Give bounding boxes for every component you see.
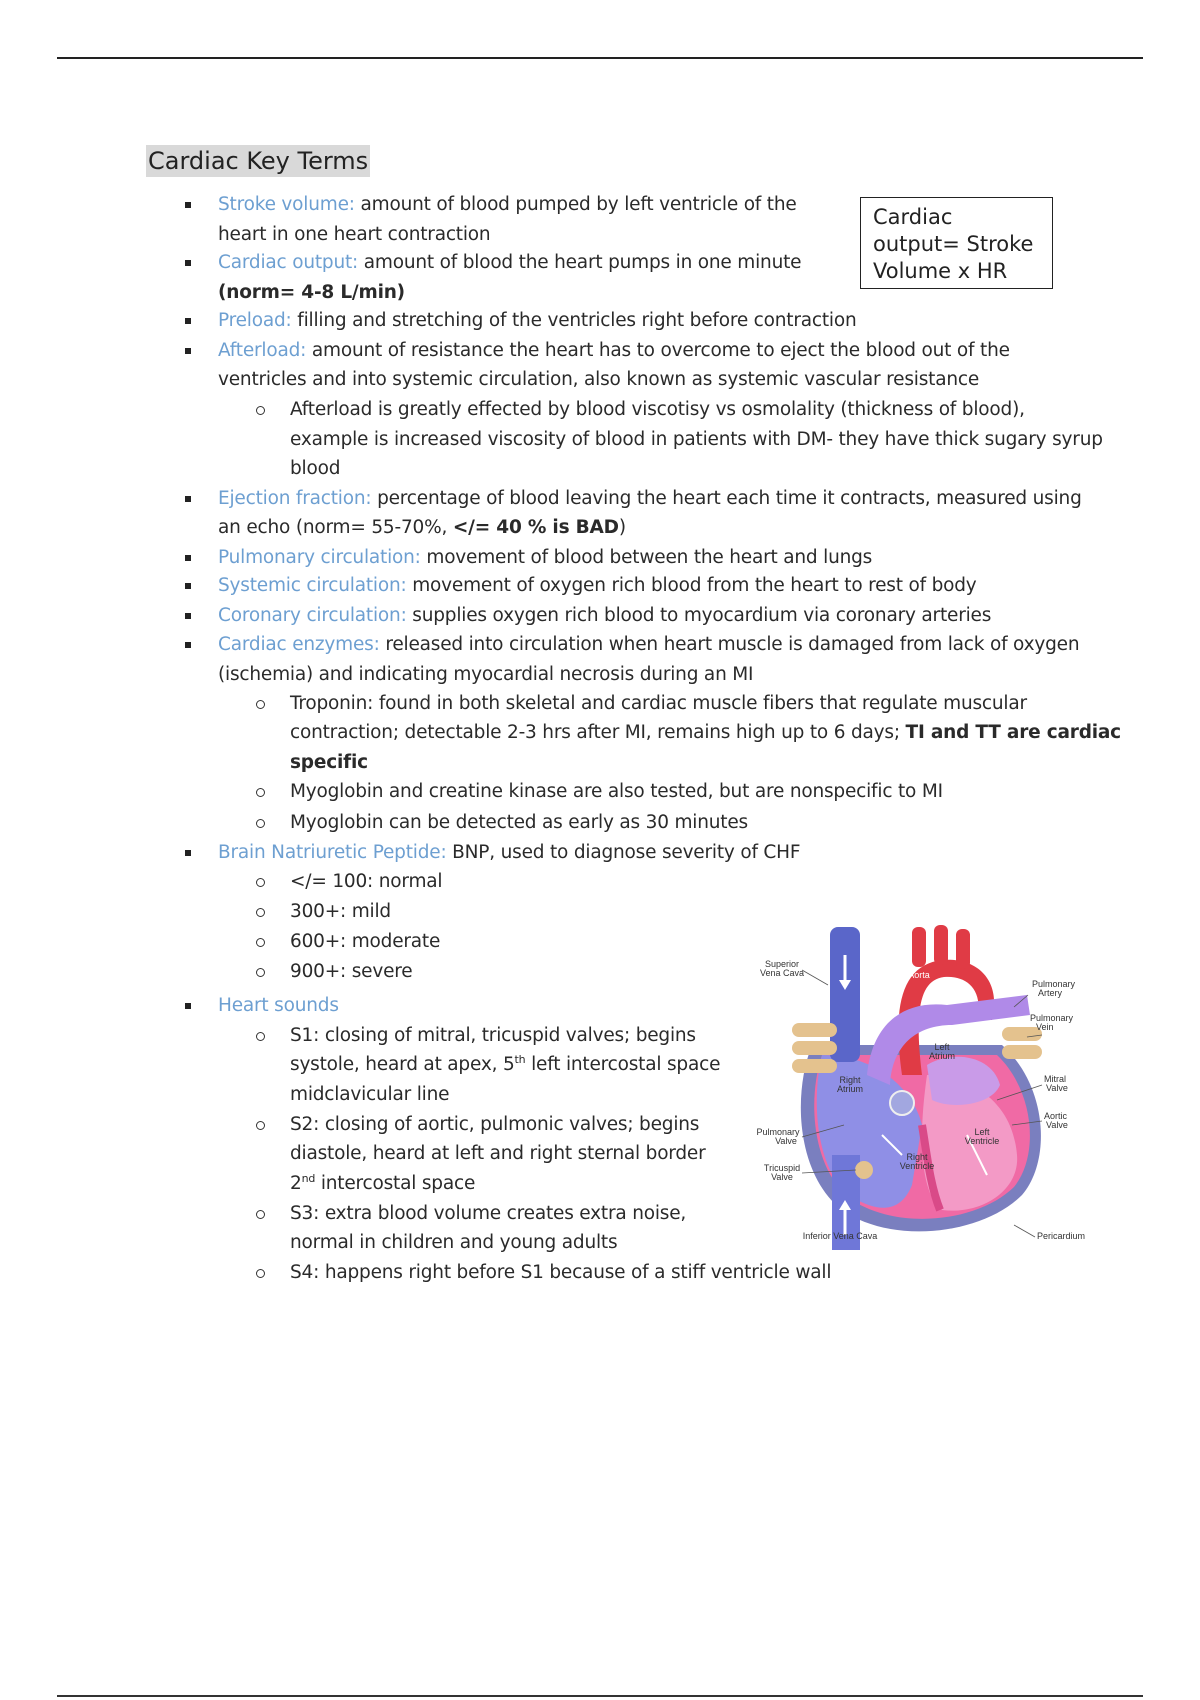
aortic-branch bbox=[912, 927, 926, 967]
label-left-atrium: Left Atrium bbox=[928, 1042, 956, 1061]
sub-list-item-continuation: midclavicular line bbox=[290, 1084, 450, 1105]
term-label: Ejection fraction: bbox=[218, 488, 372, 509]
term-definition: filling and stretching of the ventricles right before contraction bbox=[291, 310, 857, 331]
term-label: Stroke volume: bbox=[218, 194, 355, 215]
term-label: Coronary circulation: bbox=[218, 605, 407, 626]
list-item-continuation: ventricles and into systemic circulation, also known as systemic vascular resistance bbox=[218, 369, 980, 390]
list-item bbox=[218, 488, 1082, 510]
sub-list-item-continuation bbox=[290, 1054, 720, 1076]
term-definition: amount of blood the heart pumps in one minute bbox=[358, 252, 802, 273]
term-label: Afterload: bbox=[218, 340, 307, 361]
aortic-valve bbox=[890, 1091, 914, 1115]
sub-list-item: S4: happens right before S1 because of a stiff ventricle wall bbox=[290, 1262, 832, 1283]
superscript: nd bbox=[301, 1171, 316, 1185]
label-right-atrium: Right Atrium bbox=[836, 1075, 864, 1094]
bullet-icon bbox=[185, 613, 191, 619]
top-rule bbox=[57, 57, 1143, 59]
term-definition: amount of resistance the heart has to overcome to eject the blood out of the bbox=[306, 340, 1010, 361]
sub-bullet-icon bbox=[256, 968, 265, 977]
sub-list-item-continuation: diastole, heard at left and right sternal border bbox=[290, 1143, 706, 1164]
list-item bbox=[218, 194, 797, 216]
tricuspid-valve bbox=[855, 1161, 873, 1179]
label-aortic-valve: Aortic Valve bbox=[1044, 1111, 1068, 1130]
list-item bbox=[218, 842, 800, 864]
label-pulmonary-valve: Pulmonary Valve bbox=[756, 1127, 800, 1146]
label-mitral-valve: Mitral Valve bbox=[1044, 1074, 1068, 1093]
sub-bullet-icon bbox=[256, 406, 265, 415]
pulmonary-vein bbox=[792, 1041, 837, 1055]
text-segment: systole, heard at apex, 5 bbox=[290, 1054, 515, 1075]
sub-bullet-icon bbox=[256, 700, 265, 709]
sub-list-item-continuation: blood bbox=[290, 458, 341, 479]
label-superior-vena-cava: Superior Vena Cava bbox=[759, 959, 805, 978]
bnp-level: 600+: moderate bbox=[290, 931, 441, 952]
bold-text: </= 40 % is BAD bbox=[452, 517, 619, 538]
bullet-icon bbox=[185, 583, 191, 589]
text-segment: ) bbox=[618, 517, 626, 538]
sub-list-item-continuation bbox=[290, 1173, 475, 1195]
bullet-icon bbox=[185, 318, 191, 324]
sub-bullet-icon bbox=[256, 788, 265, 797]
leader-line bbox=[802, 970, 828, 985]
sub-list-item-continuation: example is increased viscosity of blood in patients with DM- they have thick sugary syrup bbox=[290, 429, 1103, 450]
label-inferior-vena-cava: Inferior Vena Cava bbox=[802, 1231, 878, 1241]
heart-anatomy-diagram bbox=[752, 925, 1086, 1250]
bullet-icon bbox=[185, 555, 191, 561]
sub-bullet-icon bbox=[256, 819, 265, 828]
bullet-icon bbox=[185, 260, 191, 266]
pulmonary-vein bbox=[1002, 1045, 1042, 1059]
term-label: Pulmonary circulation: bbox=[218, 547, 421, 568]
list-item-continuation: (ischemia) and indicating myocardial necrosis during an MI bbox=[218, 664, 754, 685]
text-segment: left intercostal space bbox=[525, 1054, 721, 1075]
sub-list-item: S2: closing of aortic, pulmonic valves; begins bbox=[290, 1114, 700, 1135]
list-item bbox=[218, 310, 857, 332]
sub-bullet-icon bbox=[256, 1210, 265, 1219]
sub-list-item-continuation bbox=[290, 722, 1121, 744]
term-definition: supplies oxygen rich blood to myocardium via coronary arteries bbox=[406, 605, 992, 626]
text-segment: contraction; detectable 2-3 hrs after MI, remains high up to 6 days; bbox=[290, 722, 906, 743]
list-item bbox=[218, 547, 872, 569]
bnp-level: </= 100: normal bbox=[290, 871, 443, 892]
bullet-icon bbox=[185, 642, 191, 648]
label-right-ventricle: Right Ventricle bbox=[899, 1152, 935, 1171]
bottom-rule bbox=[57, 1695, 1143, 1697]
list-item bbox=[218, 634, 1079, 656]
bold-text: TI and TT are cardiac bbox=[905, 722, 1121, 743]
term-definition: released into circulation when heart muscle is damaged from lack of oxygen bbox=[379, 634, 1080, 655]
term-label: Brain Natriuretic Peptide: bbox=[218, 842, 447, 863]
label-left-ventricle: Left Ventricle bbox=[964, 1127, 1000, 1146]
pulmonary-vein bbox=[792, 1059, 837, 1073]
sub-bullet-icon bbox=[256, 1032, 265, 1041]
box-line: output= Stroke bbox=[873, 232, 1034, 256]
sub-bullet-icon bbox=[256, 878, 265, 887]
sub-list-item: Myoglobin and creatine kinase are also tested, but are nonspecific to MI bbox=[290, 781, 943, 802]
term-definition: BNP, used to diagnose severity of CHF bbox=[446, 842, 801, 863]
sub-bullet-icon bbox=[256, 1269, 265, 1278]
text-segment: an echo (norm= 55-70%, bbox=[218, 517, 453, 538]
bullet-icon bbox=[185, 850, 191, 856]
superior-vena-cava bbox=[830, 927, 860, 1062]
sub-list-item-continuation: normal in children and young adults bbox=[290, 1232, 618, 1253]
bnp-level: 900+: severe bbox=[290, 961, 413, 982]
box-line: Volume x HR bbox=[873, 259, 1008, 283]
box-line: Cardiac bbox=[873, 205, 953, 229]
sub-list-item-continuation: specific bbox=[290, 752, 368, 773]
term-label: Cardiac output: bbox=[218, 252, 359, 273]
leader-line bbox=[1014, 1225, 1035, 1237]
bullet-icon bbox=[185, 202, 191, 208]
sub-bullet-icon bbox=[256, 1121, 265, 1130]
term-label: Preload: bbox=[218, 310, 292, 331]
term-label: Systemic circulation: bbox=[218, 575, 407, 596]
list-item-continuation: heart in one heart contraction bbox=[218, 224, 491, 245]
list-item bbox=[218, 605, 991, 627]
text-segment: intercostal space bbox=[315, 1173, 476, 1194]
sub-bullet-icon bbox=[256, 938, 265, 947]
list-item bbox=[218, 340, 1010, 362]
list-item-continuation bbox=[218, 517, 626, 539]
list-item-continuation: (norm= 4-8 L/min) bbox=[218, 282, 405, 303]
pulmonary-vein bbox=[792, 1023, 837, 1037]
label-tricuspid-valve: Tricuspid Valve bbox=[763, 1163, 801, 1182]
superscript: th bbox=[514, 1052, 526, 1066]
text-segment: 2 bbox=[290, 1173, 302, 1194]
sub-list-item: S1: closing of mitral, tricuspid valves; begins bbox=[290, 1025, 696, 1046]
aortic-branch bbox=[934, 925, 948, 965]
bullet-icon bbox=[185, 496, 191, 502]
bnp-level: 300+: mild bbox=[290, 901, 391, 922]
sub-list-item: Troponin: found in both skeletal and cardiac muscle fibers that regulate muscular bbox=[290, 693, 1027, 714]
list-item bbox=[218, 575, 977, 597]
term-definition: percentage of blood leaving the heart each time it contracts, measured using bbox=[371, 488, 1082, 509]
term-definition: movement of blood between the heart and lungs bbox=[420, 547, 873, 568]
term-definition: amount of blood pumped by left ventricle of the bbox=[354, 194, 797, 215]
list-item bbox=[218, 252, 801, 274]
cardiac-output-formula-box bbox=[860, 197, 1053, 289]
bullet-icon bbox=[185, 1003, 191, 1009]
bullet-icon bbox=[185, 348, 191, 354]
term-label: Heart sounds bbox=[218, 995, 339, 1016]
sub-bullet-icon bbox=[256, 908, 265, 917]
sub-list-item: Myoglobin can be detected as early as 30 minutes bbox=[290, 812, 748, 833]
aortic-branch bbox=[956, 929, 970, 969]
term-definition: movement of oxygen rich blood from the heart to rest of body bbox=[406, 575, 977, 596]
label-pulmonary-artery: Pulmonary Artery bbox=[1032, 979, 1076, 998]
sub-list-item: S3: extra blood volume creates extra noise, bbox=[290, 1203, 687, 1224]
label-pericardium: Pericardium bbox=[1037, 1231, 1086, 1241]
term-label: Cardiac enzymes: bbox=[218, 634, 380, 655]
list-item bbox=[218, 995, 339, 1017]
label-aorta: Aorta bbox=[908, 970, 930, 980]
sub-list-item: Afterload is greatly effected by blood viscotisy vs osmolality (thickness of blood), bbox=[290, 399, 1025, 420]
label-pulmonary-vein: Pulmonary Vein bbox=[1030, 1013, 1074, 1032]
page-title: Cardiac Key Terms bbox=[148, 147, 369, 175]
